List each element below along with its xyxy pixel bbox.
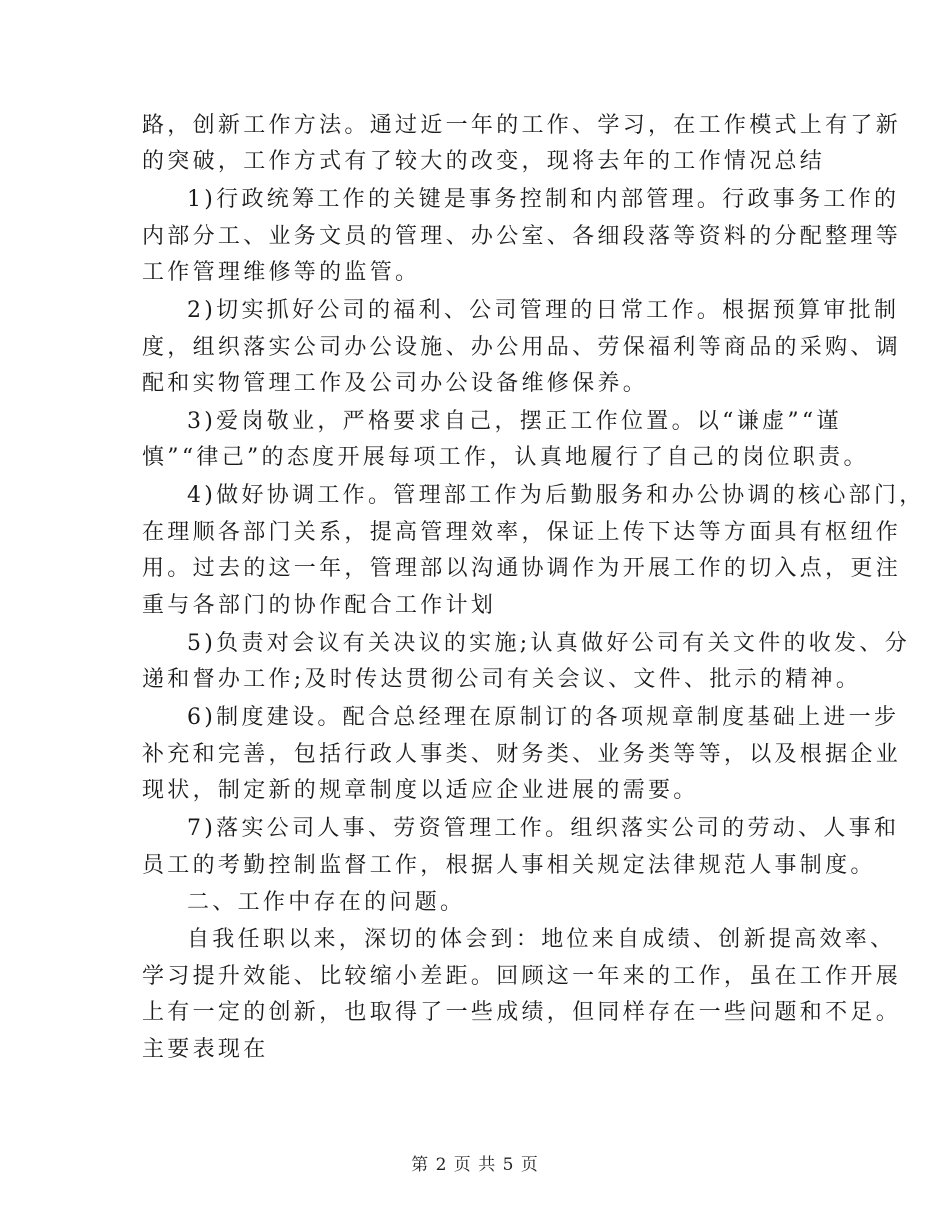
text-line: 工作管理维修等的监管。 [142,260,421,285]
text-line: 现状，制定新的规章制度以适应企业进展的需要。 [142,778,699,803]
text-line: 4)做好协调工作。管理部工作为后勤服务和办公协调的核心部门， [187,483,925,508]
text-line: 上有一定的创新，也取得了一些成绩，但同样存在一些问题和不足。 [142,1000,902,1025]
text-line: 7)落实公司人事、劳资管理工作。组织落实公司的劳动、人事和 [187,816,900,841]
text-line: 学习提升效能、比较缩小差距。回顾这一年来的工作，虽在工作开展 [142,964,902,989]
text-line: 2)切实抓好公司的福利、公司管理的日常工作。根据预算审批制 [187,298,900,323]
text-line: 内部分工、业务文员的管理、办公室、各细段落等资料的分配整理等 [142,224,902,249]
text-line: 递和督办工作;及时传达贯彻公司有关会议、文件、批示的精神。 [142,667,862,692]
text-line: 3)爱岗敬业，严格要求自己，摆正工作位置。以“谦虚”“谨 [187,409,842,434]
text-line: 重与各部门的协作配合工作计划 [142,593,497,618]
text-line: 路，创新工作方法。通过近一年的工作、学习，在工作模式上有了新 [142,113,902,138]
text-line: 用。过去的这一年，管理部以沟通协调作为开展工作的切入点，更注 [142,556,902,581]
section-heading: 二、工作中存在的问题。 [187,890,466,915]
text-line: 度，组织落实公司办公设施、办公用品、劳保福利等商品的采购、调 [142,335,902,360]
text-line: 慎”“律己”的态度开展每项工作，认真地履行了自己的岗位职责。 [142,445,869,470]
text-line: 主要表现在 [142,1037,269,1062]
text-line: 配和实物管理工作及公司办公设备维修保养。 [142,371,649,396]
text-line: 自我任职以来，深切的体会到：地位来自成绩、创新提高效率、 [187,927,896,952]
page-number-footer: 第 2 页 共 5 页 [411,1155,539,1175]
text-line: 5)负责对会议有关决议的实施;认真做好公司有关文件的收发、分 [187,631,910,656]
text-line: 的突破，工作方式有了较大的改变，现将去年的工作情况总结 [142,149,826,174]
text-line: 1)行政统筹工作的关键是事务控制和内部管理。行政事务工作的 [187,187,900,212]
text-line: 补充和完善，包括行政人事类、财务类、业务类等等，以及根据企业 [142,742,902,767]
text-line: 在理顺各部门关系，提高管理效率，保证上传下达等方面具有枢纽作 [142,520,902,545]
text-line: 6)制度建设。配合总经理在原制订的各项规章制度基础上进一步 [187,705,900,730]
text-line: 员工的考勤控制监督工作，根据人事相关规定法律规范人事制度。 [142,853,876,878]
